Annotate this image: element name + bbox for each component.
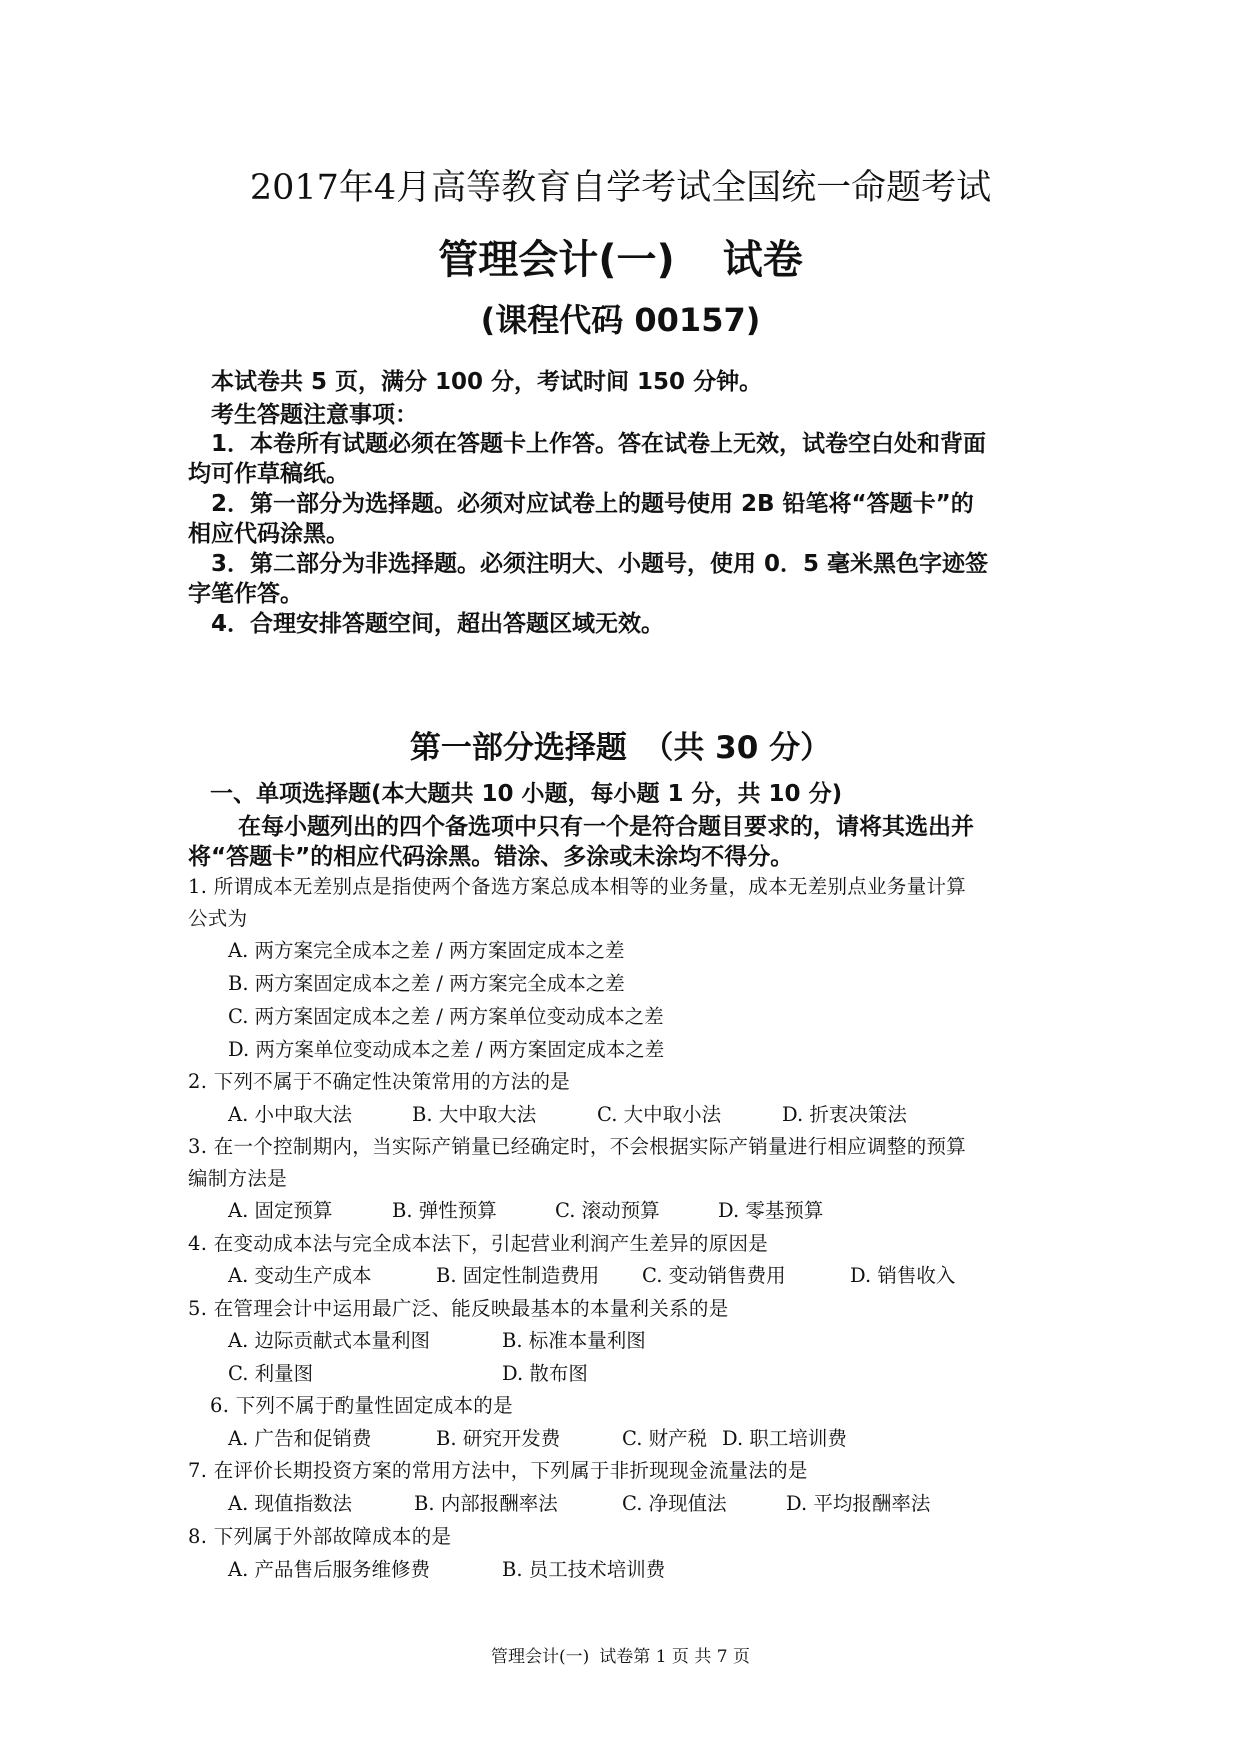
- footer-course: 管理会计(一): [491, 1647, 590, 1667]
- exam-title: [0, 228, 1241, 285]
- question-2-option-c: C. 大中取小法: [597, 1103, 722, 1126]
- exam-title-text: 管理会计(一): [438, 237, 675, 283]
- question-4-option-d: D. 销售收入: [850, 1264, 956, 1287]
- exam-summary: 本试卷共 5 页，满分 100 分，考试时间 150 分钟。: [211, 369, 763, 395]
- question-1-option-b: B. 两方案固定成本之差 / 两方案完全成本之差: [228, 972, 625, 995]
- question-6-option-a: A. 广告和促销费: [228, 1427, 372, 1450]
- notice-item-1-cont: 均可作草稿纸。: [188, 461, 349, 487]
- section-title: 一、单项选择题(本大题共 10 小题，每小题 1 分，共 10 分): [210, 781, 843, 807]
- footer-page-number: 试卷第 1 页 共 7 页: [599, 1647, 750, 1667]
- question-1-stem: 1. 所谓成本无差别点是指使两个备选方案总成本相等的业务量，成本无差别点业务量计算: [188, 875, 967, 898]
- question-2-option-d: D. 折衷决策法: [782, 1103, 907, 1126]
- question-4-option-b: B. 固定性制造费用: [436, 1264, 600, 1287]
- question-2-option-a: A. 小中取大法: [228, 1103, 352, 1126]
- question-3-option-b: B. 弹性预算: [392, 1199, 497, 1222]
- question-5-option-a: A. 边际贡献式本量利图: [228, 1329, 430, 1352]
- question-7-option-a: A. 现值指数法: [228, 1492, 352, 1515]
- question-1-option-d: D. 两方案单位变动成本之差 / 两方案固定成本之差: [228, 1038, 665, 1061]
- question-6-stem: 6. 下列不属于酌量性固定成本的是: [210, 1394, 513, 1417]
- course-code: (课程代码 00157): [480, 301, 761, 339]
- question-1-option-c: C. 两方案固定成本之差 / 两方案单位变动成本之差: [228, 1005, 664, 1028]
- section-instruction: 在每小题列出的四个备选项中只有一个是符合题目要求的，请将其选出并: [238, 814, 974, 840]
- question-5-option-c: C. 利量图: [228, 1362, 314, 1385]
- question-3-option-a: A. 固定预算: [228, 1199, 333, 1222]
- exam-heading: 2017年4月高等教育自学考试全国统一命题考试: [249, 168, 992, 208]
- question-8-option-b: B. 员工技术培训费: [502, 1558, 666, 1581]
- notice-item-4: 4．合理安排答题空间，超出答题区域无效。: [211, 611, 665, 637]
- notice-item-3: 3．第二部分为非选择题。必须注明大、小题号，使用 0．5 毫米黑色字迹签: [211, 551, 989, 577]
- question-7-stem: 7. 在评价长期投资方案的常用方法中，下列属于非折现现金流量法的是: [188, 1459, 808, 1482]
- question-7-option-c: C. 净现值法: [622, 1492, 727, 1515]
- question-4-option-a: A. 变动生产成本: [228, 1264, 372, 1287]
- section-instruction-cont: 将“答题卡”的相应代码涂黑。错涂、多涂或未涂均不得分。: [188, 844, 794, 870]
- question-8-stem: 8. 下列属于外部故障成本的是: [188, 1525, 452, 1548]
- question-4-option-c: C. 变动销售费用: [642, 1264, 786, 1287]
- question-1-stem-cont: 公式为: [188, 907, 248, 930]
- notice-item-2-cont: 相应代码涂黑。: [188, 521, 349, 547]
- notice-title: 考生答题注意事项：: [211, 402, 418, 428]
- question-6-option-c: C. 财产税: [622, 1427, 708, 1450]
- question-2-stem: 2. 下列不属于不确定性决策常用的方法的是: [188, 1070, 571, 1093]
- part-one-heading: 第一部分选择题 （共 30 分）: [409, 730, 832, 766]
- question-5-option-d: D. 散布图: [502, 1362, 588, 1385]
- question-5-stem: 5. 在管理会计中运用最广泛、能反映最基本的本量利关系的是: [188, 1297, 729, 1320]
- question-3-option-c: C. 滚动预算: [555, 1199, 660, 1222]
- question-3-option-d: D. 零基预算: [718, 1199, 824, 1222]
- question-6-option-b: B. 研究开发费: [436, 1427, 561, 1450]
- exam-title-suffix: 试卷: [722, 237, 803, 283]
- notice-item-3-cont: 字笔作答。: [188, 581, 303, 607]
- question-6-option-d: D. 职工培训费: [722, 1427, 847, 1450]
- question-3-stem-cont: 编制方法是: [188, 1167, 288, 1190]
- question-1-option-a: A. 两方案完全成本之差 / 两方案固定成本之差: [228, 939, 625, 962]
- question-8-option-a: A. 产品售后服务维修费: [228, 1558, 430, 1581]
- question-2-option-b: B. 大中取大法: [412, 1103, 537, 1126]
- question-5-option-b: B. 标准本量利图: [502, 1329, 646, 1352]
- question-4-stem: 4. 在变动成本法与完全成本法下，引起营业利润产生差异的原因是: [188, 1232, 769, 1255]
- question-7-option-d: D. 平均报酬率法: [786, 1492, 931, 1515]
- question-7-option-b: B. 内部报酬率法: [414, 1492, 558, 1515]
- notice-item-1: 1．本卷所有试题必须在答题卡上作答。答在试卷上无效，试卷空白处和背面: [211, 431, 987, 457]
- notice-item-2: 2．第一部分为选择题。必须对应试卷上的题号使用 2B 铅笔将“答题卡”的: [211, 491, 974, 517]
- question-3-stem: 3. 在一个控制期内，当实际产销量已经确定时，不会根据实际产销量进行相应调整的预算: [188, 1135, 967, 1158]
- page-footer: [0, 1642, 1241, 1667]
